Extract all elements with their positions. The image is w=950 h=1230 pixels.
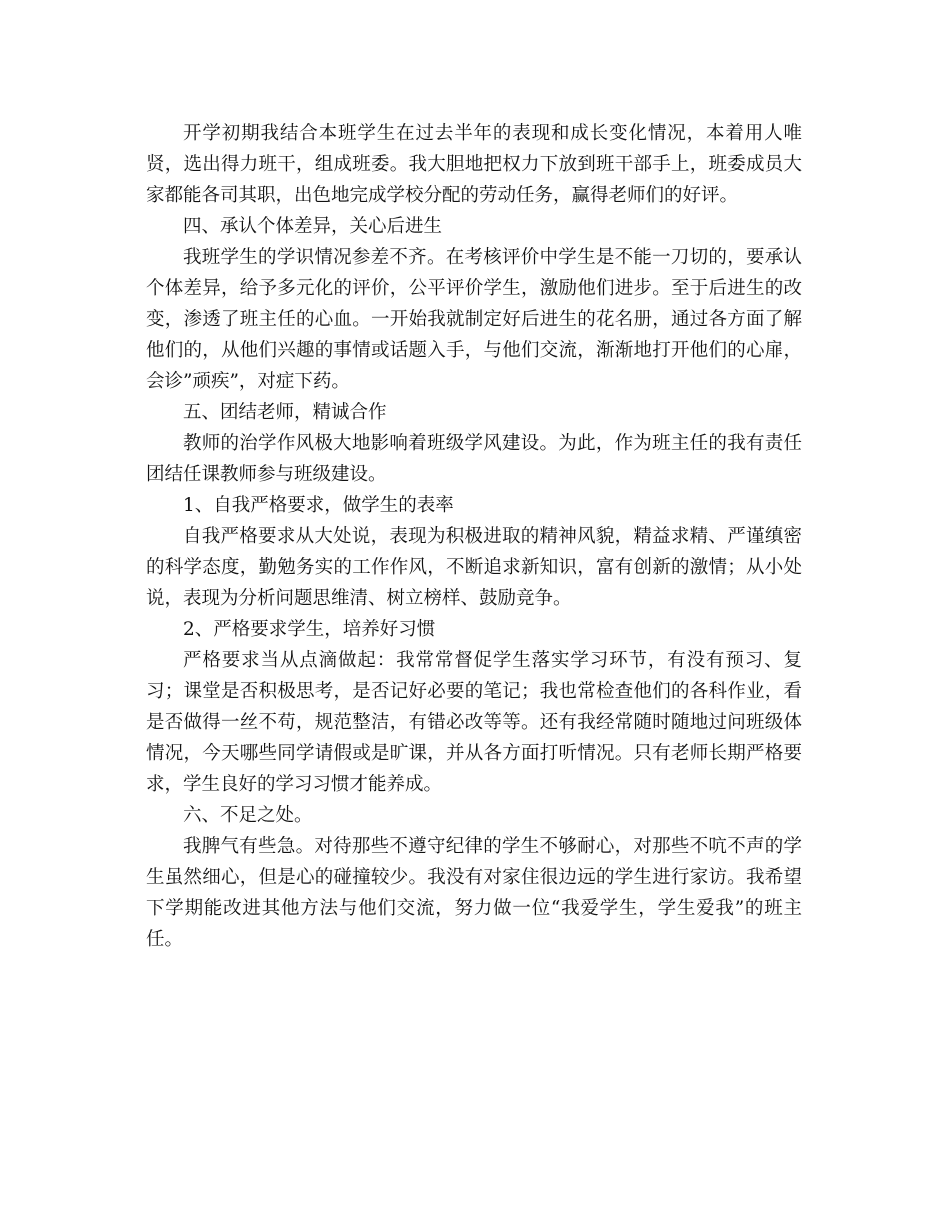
paragraph-teacher-cooperation: 教师的治学作风极大地影响着班级学风建设。为此，作为班主任的我有责任团结任课教师参与班级建设。 [146,433,802,485]
paragraph-class-committee: 开学初期我结合本班学生在过去半年的表现和成长变化情况，本着用人唯贤，选出得力班干，组成班委。我大胆地把权力下放到班干部手上，班委成员大家都能各司其职，出色地完成学校分配的劳动任务，赢得老师们的好评。 [146,123,802,206]
document-body [146,118,802,955]
paragraph-individual-differences: 我班学生的学识情况参差不齐。在考核评价中学生是不能一刀切的，要承认个体差异，给予多元化的评价，公平评价学生，激励他们进步。至于后进生的改变，渗透了班主任的心血。一开始我就制定好后进生的花名册，通过各方面了解他们的，从他们兴趣的事情或话题入手，与他们交流，渐渐地打开他们的心扉，会诊”顽疾”，对症下药。 [146,247,802,392]
heading-section-five: 五、团结老师，精诚合作 [183,402,387,423]
heading-section-four: 四、承认个体差异，关心后进生 [183,216,443,237]
heading-section-six: 六、不足之处。 [183,805,313,826]
paragraph-shortcomings: 我脾气有些急。对待那些不遵守纪律的学生不够耐心，对那些不吭不声的学生虽然细心，但是心的碰撞较少。我没有对家住很边远的学生进行家访。我希望下学期能改进其他方法与他们交流，努力做一位“我爱学生，学生爱我”的班主任。 [146,836,802,950]
paragraph-self-discipline: 自我严格要求从大处说，表现为积极进取的精神风貌，精益求精、严谨缜密的科学态度，勤勉务实的工作作风，不断追求新知识，富有创新的激情；从小处说，表现为分析问题思维清、树立榜样、鼓励竞争。 [146,526,802,609]
heading-subsection-two: 2、严格要求学生，培养好习惯 [183,619,436,640]
paragraph-good-habits: 严格要求当从点滴做起：我常常督促学生落实学习环节，有没有预习、复习；课堂是否积极思考，是否记好必要的笔记；我也常检查他们的各科作业，看是否做得一丝不苟，规范整洁，有错必改等等。还有我经常随时随地过问班级体情况，今天哪些同学请假或是旷课，并从各方面打听情况。只有老师长期严格要求，学生良好的学习习惯才能养成。 [146,650,802,795]
heading-subsection-one: 1、自我严格要求，做学生的表率 [183,495,454,516]
